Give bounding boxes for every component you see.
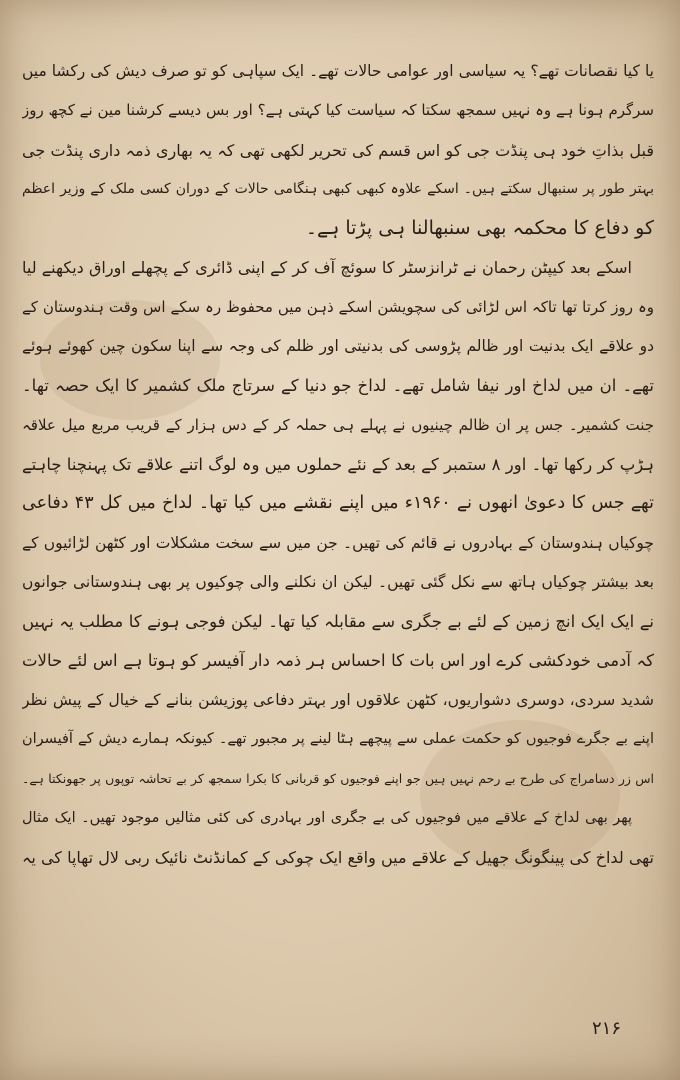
text-line: کو دفاع کا محکمہ بھی سنبھالنا ہی پڑتا ہے۔ — [305, 217, 654, 240]
text-line: اپنے بے جگرے فوجیوں کو حکمت عملی سے پیچھے ہٹا لینے پر مجبور تھے۔ کیونکہ ہمارے دیش کے آفیسران — [22, 731, 654, 748]
text-line: پھر بھی لداخ کے علاقے میں فوجیوں کی بے جگری اور بہادری کی کئی مثالیں موجود تھیں۔ ایک مثال — [22, 809, 632, 826]
text-line: تھے۔ ان میں لداخ اور نیفا شامل تھے۔ لداخ جو دنیا کے سرتاج ملک کشمیر کا ایک حصہ تھا۔ — [22, 376, 654, 396]
text-line: قبل بذاتِ خود ہی پنڈت جی کو اس قسم کی تحریر لکھی تھی کہ یہ بھاری ذمہ داری پنڈت جی — [22, 140, 654, 160]
text-line: اس زر دسامراج کی طرح بے رحم نہیں ہیں جو اپنے فوجیوں کو قربانی کا بکرا سمجھ کر بے تحاشہ توپوں پر جھونکتا ہے۔ — [22, 771, 654, 787]
text-line: وہ روز کرتا تھا تاکہ اس لڑائی کی سچویشن اسکے ذہن میں محفوظ رہ سکے اس وقت ہندوستان کے — [22, 297, 654, 316]
text-line: ہڑپ کر رکھا تھا۔ اور ۸ ستمبر کے بعد کے نئے حملوں میں وہ لوگ اتنے علاقے تک پہنچنا چاہتے — [22, 454, 654, 474]
text-line: دو علاقے ایک بدنیت اور ظالم پڑوسی کی بدنیتی اور ظلم کی وجہ سے اپنا سکون چین کھوئے ہوئے — [22, 337, 654, 356]
text-line: نے ایک ایک انچ زمین کے لئے بے جگری سے مقابلہ کیا تھا۔ لیکن فوجی ہونے کا مطلب یہ نہیں — [22, 612, 654, 632]
text-line: چوکیاں ہندوستان کے بہادروں نے قائم کی تھیں۔ جن میں سے سخت مشکلات اور کٹھن لڑائیوں کے — [22, 533, 654, 552]
page-number: ۲۱۶ — [592, 1018, 622, 1039]
text-line: جنت کشمیر۔ جس پر ان ظالم چینیوں نے پہلے ہی حملہ کر کے دس ہزار کے قریب مربع میل علاقہ — [22, 415, 654, 434]
text-line: تھے جس کا دعویٰ انھوں نے ۱۹۶۰ء میں اپنے نقشے میں کیا تھا۔ لداخ میں کل ۴۳ دفاعی — [22, 493, 654, 514]
text-line: اسکے بعد کیپٹن رحمان نے ٹرانزسٹر کا سوئچ آف کر کے اپنی ڈائری کے پچھلے اوراق دیکھنے لیا — [22, 258, 632, 278]
page-text — [22, 52, 654, 877]
text-line: بہتر طور پر سنبھال سکتے ہیں۔ اسکے علاوہ کبھی کبھی ہنگامی حالات کے دوران کسی ملک کے وزیر اعظم — [22, 180, 654, 197]
text-line: شدید سردی، دوسری دشواریوں، کٹھن علاقوں اور بہتر دفاعی پوزیشن بنانے کے خیال کے پیش نظر — [22, 690, 654, 709]
text-line: یا کیا نقصانات تھے؟ یہ سیاسی اور عوامی حالات تھے۔ ایک سپاہی کو تو صرف دیش کی رکشا میں — [22, 62, 654, 80]
text-line: سرگرم ہونا ہے وہ نہیں سمجھ سکتا کہ سیاست کیا کہتی ہے؟ اور بس دیسے کرشنا مین نے کچھ روز — [22, 101, 654, 120]
text-line: تھی لداخ کی پینگونگ جھیل کے علاقے میں واقع ایک چوکی کے کمانڈنٹ نائیک ربی لال تھاپا کی یہ — [22, 847, 654, 867]
text-line: کہ آدمی خودکشی کرے اور اس بات کا احساس ہر ذمہ دار آفیسر کو ہوتا ہے اس لئے حالات — [22, 651, 654, 671]
text-line: بعد بیشتر چوکیاں ہاتھ سے نکل گئی تھیں۔ لیکن ان نکلنے والی چوکیوں پر بھی ہندوستانی جوانوں — [22, 572, 654, 591]
